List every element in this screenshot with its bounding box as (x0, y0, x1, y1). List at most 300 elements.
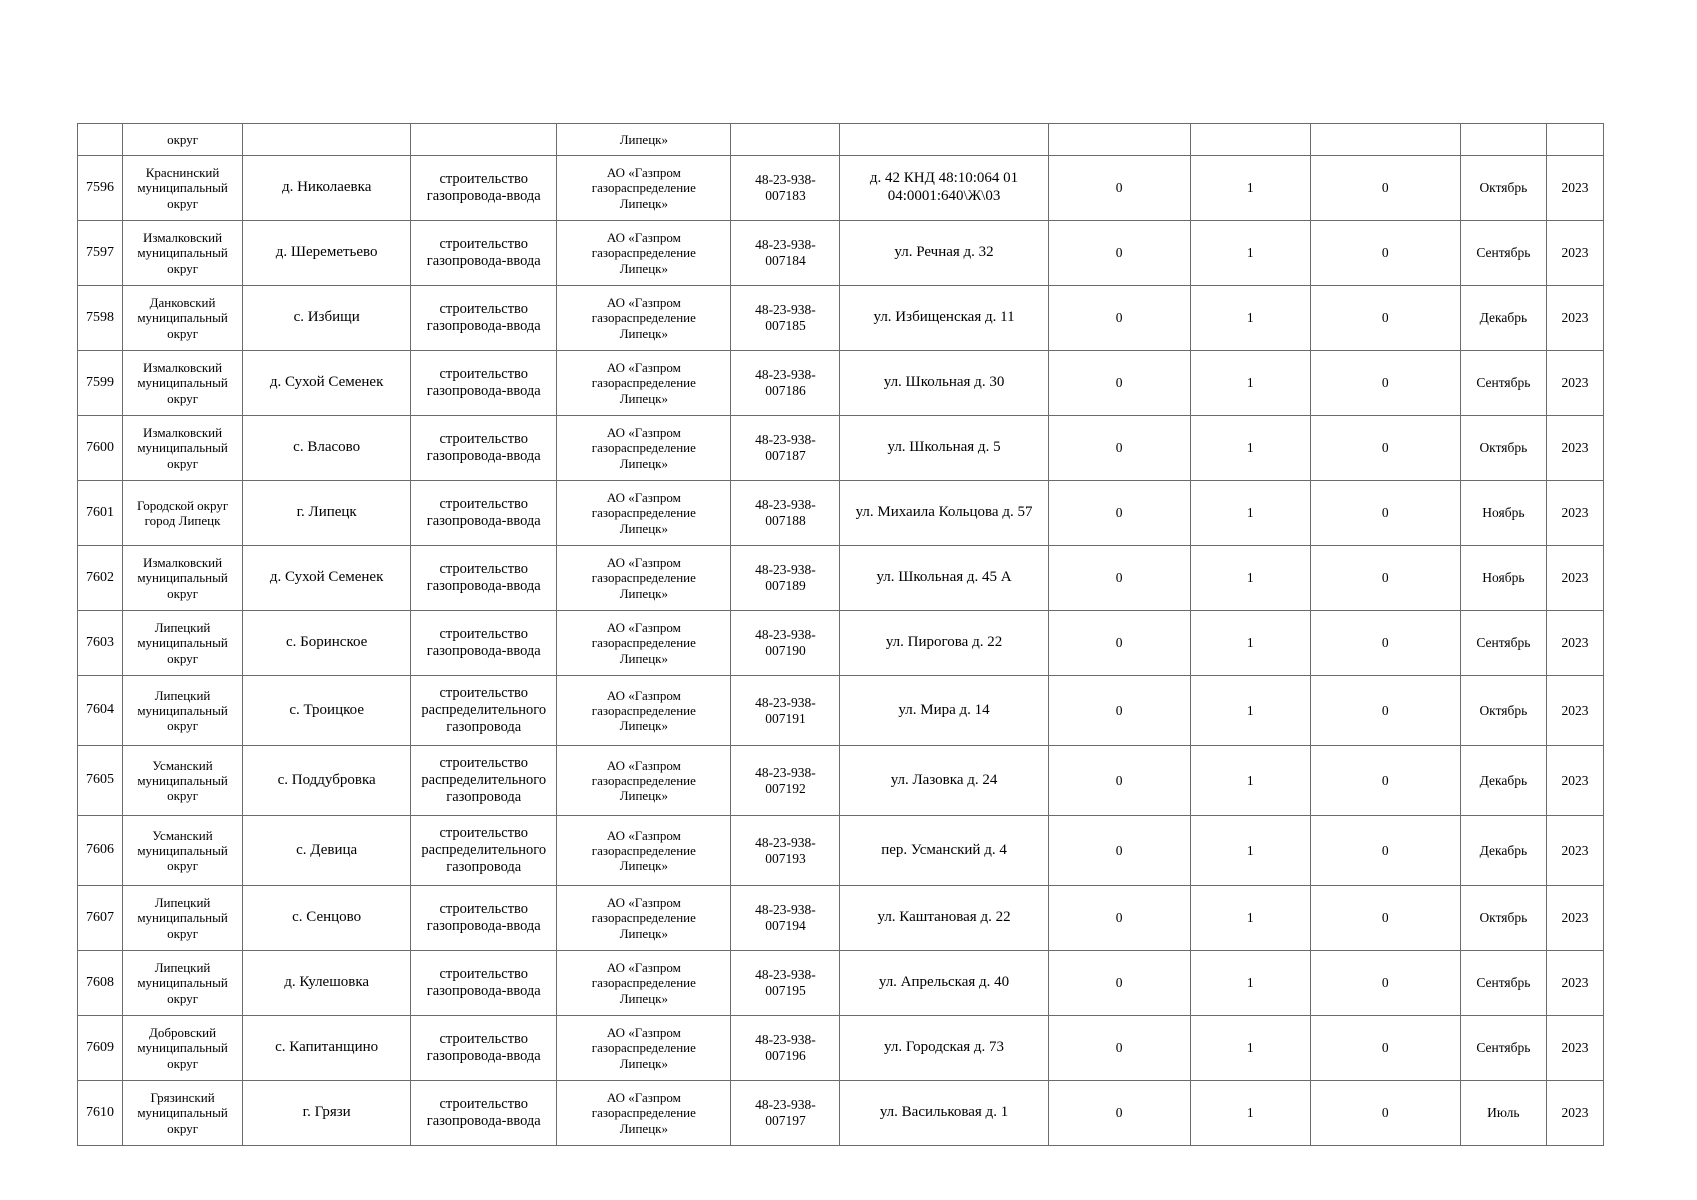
cell-work (411, 156, 557, 221)
cell-address-line: ул. Каштановая д. 22 (877, 909, 1011, 926)
cell-organization-line: Липецк» (619, 260, 668, 276)
cell-organization-line: АО «Газпром (606, 620, 681, 635)
cell-work (411, 886, 557, 951)
cell-code-line: 007196 (765, 1048, 806, 1063)
cell-district-line: муниципальный (137, 910, 228, 926)
cell-code-line: 007190 (765, 643, 806, 658)
cell-code-line: 48-23-938- (755, 627, 816, 643)
cell-address-line: ул. Избищенская д. 11 (873, 309, 1015, 326)
table-row (78, 1016, 1604, 1081)
cell-organization-line: АО «Газпром (606, 490, 681, 505)
cell-district (123, 1081, 243, 1146)
cell-code-line: 48-23-938- (755, 902, 816, 918)
table-row (78, 481, 1604, 546)
cell-value-c: 0 (1310, 886, 1460, 951)
cell-district (123, 1016, 243, 1081)
cell-code-line: 48-23-938- (755, 237, 816, 253)
table-row (78, 951, 1604, 1016)
cell-code-line: 007197 (765, 1113, 806, 1128)
cell-num: 7610 (78, 1081, 123, 1146)
cell-month: Июль (1460, 1081, 1546, 1146)
cell-organization-line: Липецк» (619, 325, 668, 341)
cell-address (840, 611, 1048, 676)
cell-year (1546, 124, 1603, 156)
cell-work-line: распределительного (421, 841, 547, 858)
cell-work-line: строительство (439, 300, 529, 317)
cell-organization-line: Липецк» (619, 390, 668, 406)
cell-address-line: ул. Школьная д. 5 (887, 439, 1001, 456)
cell-organization-line: Липецк» (619, 1055, 668, 1071)
table-body (78, 124, 1604, 1146)
cell-work-line: газопровода (446, 719, 522, 736)
cell-district-line: округ (167, 990, 199, 1006)
cell-code-line: 007186 (765, 383, 806, 398)
table-row (78, 746, 1604, 816)
cell-organization-line: АО «Газпром (606, 687, 681, 703)
cell-organization (557, 546, 731, 611)
cell-address-line: ул. Михаила Кольцова д. 57 (855, 504, 1033, 521)
cell-work-line: строительство (439, 824, 529, 841)
cell-work-line: строительство (439, 170, 529, 187)
cell-num: 7601 (78, 481, 123, 546)
cell-num: 7599 (78, 351, 123, 416)
cell-code-line: 48-23-938- (755, 367, 816, 383)
cell-value-c: 0 (1310, 1016, 1460, 1081)
cell-work-line: газопровода-ввода (426, 1113, 541, 1129)
cell-value-b: 1 (1190, 351, 1310, 416)
cell-month: Сентябрь (1460, 951, 1546, 1016)
cell-district-line: муниципальный (137, 635, 228, 651)
cell-num: 7597 (78, 221, 123, 286)
cell-value-c: 0 (1310, 416, 1460, 481)
cell-code (731, 611, 840, 676)
cell-address-line: ул. Школьная д. 30 (883, 374, 1005, 391)
cell-work (411, 1016, 557, 1081)
cell-value-a: 0 (1048, 816, 1190, 886)
cell-code (731, 1081, 840, 1146)
cell-locality: с. Девица (243, 816, 411, 886)
cell-organization (557, 156, 731, 221)
cell-year: 2023 (1546, 351, 1603, 416)
table-row (78, 886, 1604, 951)
cell-work-line: строительство (439, 1030, 529, 1047)
cell-code-line: 48-23-938- (755, 432, 816, 448)
cell-year: 2023 (1546, 221, 1603, 286)
cell-address (840, 156, 1048, 221)
cell-value-a: 0 (1048, 676, 1190, 746)
cell-district: округ (123, 124, 243, 156)
cell-district-line: муниципальный (137, 1040, 228, 1056)
cell-work (411, 951, 557, 1016)
cell-organization-line: газораспределение (591, 375, 696, 391)
cell-work-line: распределительного (421, 771, 547, 788)
cell-district-line: округ (167, 1055, 199, 1071)
cell-district-line: муниципальный (137, 702, 228, 718)
cell-code (731, 481, 840, 546)
cell-year: 2023 (1546, 416, 1603, 481)
cell-work-line: газопровода (446, 789, 522, 806)
cell-organization-line: Липецк» (619, 718, 668, 734)
cell-code (731, 676, 840, 746)
cell-organization-line: АО «Газпром (606, 1090, 681, 1105)
table-row (78, 351, 1604, 416)
cell-organization (557, 286, 731, 351)
cell-locality: д. Кулешовка (243, 951, 411, 1016)
cell-num: 7600 (78, 416, 123, 481)
cell-value-c: 0 (1310, 746, 1460, 816)
cell-organization (557, 351, 731, 416)
cell-address (840, 1081, 1048, 1146)
cell-organization (557, 676, 731, 746)
cell-work-line: строительство (439, 560, 529, 577)
cell-year: 2023 (1546, 546, 1603, 611)
cell-district-line: Липецкий (154, 895, 211, 910)
cell-district (123, 221, 243, 286)
cell-district-line: округ (167, 585, 199, 601)
cell-work-line: газопровода-ввода (426, 253, 541, 269)
cell-work (411, 746, 557, 816)
cell-organization-line: газораспределение (591, 635, 696, 651)
cell-code-line: 007191 (765, 710, 806, 726)
cell-code (731, 886, 840, 951)
cell-value-a: 0 (1048, 886, 1190, 951)
cell-district (123, 816, 243, 886)
cell-num: 7608 (78, 951, 123, 1016)
table-row (78, 611, 1604, 676)
table-row (78, 546, 1604, 611)
cell-district-line: Липецкий (154, 960, 211, 975)
cell-district-line: Усманский (152, 757, 213, 773)
cell-work (411, 416, 557, 481)
cell-district-line: Данковский (149, 295, 216, 310)
cell-district-line: округ (167, 788, 199, 804)
cell-value-b: 1 (1190, 611, 1310, 676)
cell-organization-line: Липецк» (619, 858, 668, 874)
cell-organization-line: АО «Газпром (606, 895, 681, 910)
cell-value-b: 1 (1190, 156, 1310, 221)
cell-district (123, 676, 243, 746)
cell-value-c (1310, 124, 1460, 156)
cell-code (731, 124, 840, 156)
cell-value-b: 1 (1190, 481, 1310, 546)
cell-address (840, 221, 1048, 286)
cell-value-c: 0 (1310, 816, 1460, 886)
cell-address-line: ул. Речная д. 32 (894, 244, 994, 261)
cell-value-c: 0 (1310, 481, 1460, 546)
cell-district-line: муниципальный (137, 440, 228, 456)
cell-locality: с. Избищи (243, 286, 411, 351)
cell-address-line: ул. Васильковая д. 1 (879, 1104, 1009, 1121)
cell-month: Октябрь (1460, 156, 1546, 221)
cell-num: 7604 (78, 676, 123, 746)
cell-organization-line: АО «Газпром (606, 425, 681, 440)
cell-address (840, 416, 1048, 481)
cell-district-line: округ (167, 390, 199, 406)
cell-organization (557, 611, 731, 676)
cell-organization-line: газораспределение (591, 440, 696, 456)
cell-month: Сентябрь (1460, 221, 1546, 286)
cell-code-line: 007195 (765, 983, 806, 998)
cell-work-line: распределительного (421, 701, 547, 718)
cell-value-a: 0 (1048, 1081, 1190, 1146)
cell-code-line: 007184 (765, 253, 806, 268)
cell-address-line: ул. Городская д. 73 (884, 1039, 1005, 1056)
cell-address-line: ул. Мира д. 14 (898, 701, 990, 718)
cell-code (731, 746, 840, 816)
table-row (78, 156, 1604, 221)
cell-year: 2023 (1546, 886, 1603, 951)
cell-locality: д. Сухой Семенек (243, 351, 411, 416)
cell-value-c: 0 (1310, 611, 1460, 676)
cell-address-line: ул. Школьная д. 45 А (876, 569, 1012, 586)
cell-work (411, 221, 557, 286)
cell-work-line: газопровода-ввода (426, 383, 541, 399)
cell-organization-line: Липецк» (619, 650, 668, 666)
cell-locality (243, 124, 411, 156)
cell-work-line: газопровода-ввода (426, 1048, 541, 1064)
cell-district-line: округ (167, 455, 199, 471)
cell-value-c: 0 (1310, 676, 1460, 746)
cell-organization-line: Липецк» (619, 195, 668, 211)
cell-num: 7603 (78, 611, 123, 676)
cell-district-line: Измалковский (143, 425, 223, 440)
cell-value-c: 0 (1310, 221, 1460, 286)
cell-organization-line: Липецк» (619, 990, 668, 1006)
cell-work-line: строительство (439, 235, 529, 252)
cell-value-b: 1 (1190, 286, 1310, 351)
cell-district-line: Добровский (149, 1025, 217, 1040)
cell-district-line: округ (167, 925, 199, 941)
cell-value-b (1190, 124, 1310, 156)
gasification-table (77, 123, 1604, 1146)
cell-work-line: газопровода-ввода (426, 643, 541, 659)
cell-district-line: Грязинский (150, 1090, 215, 1105)
cell-locality: д. Николаевка (243, 156, 411, 221)
cell-code-line: 48-23-938- (755, 1097, 816, 1113)
cell-organization-line: АО «Газпром (606, 165, 681, 180)
cell-code-line: 007188 (765, 513, 806, 528)
cell-organization (557, 1016, 731, 1081)
cell-value-a: 0 (1048, 746, 1190, 816)
cell-district (123, 951, 243, 1016)
cell-work-line: газопровода-ввода (426, 318, 541, 334)
cell-district-line: округ (167, 325, 199, 341)
table-row (78, 1081, 1604, 1146)
table-row (78, 221, 1604, 286)
cell-address (840, 286, 1048, 351)
cell-work-line: строительство (439, 754, 529, 771)
cell-locality: д. Сухой Семенек (243, 546, 411, 611)
cell-code (731, 546, 840, 611)
cell-value-a: 0 (1048, 156, 1190, 221)
cell-num: 7607 (78, 886, 123, 951)
cell-value-a: 0 (1048, 611, 1190, 676)
cell-organization-line: АО «Газпром (606, 555, 681, 570)
cell-value-c: 0 (1310, 951, 1460, 1016)
cell-locality: с. Боринское (243, 611, 411, 676)
cell-month: Декабрь (1460, 746, 1546, 816)
cell-year: 2023 (1546, 676, 1603, 746)
cell-code-line: 007193 (765, 850, 806, 866)
cell-code-line: 48-23-938- (755, 172, 816, 188)
cell-district-line: Городской округ (136, 497, 229, 513)
cell-year: 2023 (1546, 1081, 1603, 1146)
cell-code (731, 816, 840, 886)
cell-district-line: муниципальный (137, 245, 228, 261)
cell-organization-line: газораспределение (591, 1040, 696, 1056)
cell-locality: д. Шереметьево (243, 221, 411, 286)
cell-work-line: строительство (439, 900, 529, 917)
cell-year: 2023 (1546, 156, 1603, 221)
cell-month: Сентябрь (1460, 611, 1546, 676)
cell-code-line: 48-23-938- (755, 834, 816, 850)
cell-address-line: пер. Усманский д. 4 (881, 841, 1007, 858)
cell-organization-line: газораспределение (591, 1105, 696, 1121)
cell-organization-line: АО «Газпром (606, 960, 681, 975)
cell-address-line: ул. Пирогова д. 22 (885, 634, 1003, 651)
cell-organization-line: Липецк» (619, 585, 668, 601)
cell-work-line: газопровода-ввода (426, 918, 541, 934)
cell-district (123, 416, 243, 481)
cell-work-line: строительство (439, 365, 529, 382)
cell-work (411, 546, 557, 611)
cell-district-line: округ (167, 650, 199, 666)
cell-organization-line: газораспределение (591, 505, 696, 521)
cell-address (840, 886, 1048, 951)
cell-code-line: 48-23-938- (755, 967, 816, 983)
cell-code (731, 221, 840, 286)
cell-value-b: 1 (1190, 816, 1310, 886)
cell-locality: г. Липецк (243, 481, 411, 546)
cell-num: 7602 (78, 546, 123, 611)
cell-work-line: газопровода-ввода (426, 983, 541, 999)
cell-value-a: 0 (1048, 416, 1190, 481)
cell-organization-line: Липецк» (619, 455, 668, 471)
cell-district-line: округ (167, 858, 199, 874)
cell-work-line: строительство (439, 1095, 529, 1112)
cell-organization-line: АО «Газпром (606, 230, 681, 245)
cell-work-line: газопровода-ввода (426, 513, 541, 529)
cell-code-line: 48-23-938- (755, 764, 816, 780)
cell-month: Сентябрь (1460, 1016, 1546, 1081)
cell-address (840, 351, 1048, 416)
cell-organization-line: АО «Газпром (606, 827, 681, 843)
cell-district-line: Липецкий (154, 620, 211, 635)
cell-address (840, 746, 1048, 816)
cell-locality: г. Грязи (243, 1081, 411, 1146)
cell-code-line: 48-23-938- (755, 302, 816, 318)
cell-month: Октябрь (1460, 886, 1546, 951)
cell-month: Сентябрь (1460, 351, 1546, 416)
cell-year: 2023 (1546, 286, 1603, 351)
cell-address-line: ул. Апрельская д. 40 (878, 974, 1010, 991)
cell-year: 2023 (1546, 746, 1603, 816)
cell-work-line: строительство (439, 965, 529, 982)
cell-address (840, 816, 1048, 886)
cell-address (840, 481, 1048, 546)
cell-locality: с. Поддубровка (243, 746, 411, 816)
cell-district (123, 611, 243, 676)
cell-work (411, 1081, 557, 1146)
cell-district-line: Краснинский (145, 165, 220, 180)
cell-code-line: 48-23-938- (755, 1032, 816, 1048)
cell-month: Ноябрь (1460, 481, 1546, 546)
cell-value-a: 0 (1048, 546, 1190, 611)
cell-work-line: газопровода-ввода (426, 188, 541, 204)
cell-code (731, 1016, 840, 1081)
table-row (78, 676, 1604, 746)
cell-code-line: 007192 (765, 780, 806, 796)
cell-code (731, 416, 840, 481)
cell-district (123, 746, 243, 816)
cell-organization (557, 481, 731, 546)
cell-district-line: Усманский (152, 827, 213, 843)
cell-code (731, 156, 840, 221)
cell-year: 2023 (1546, 481, 1603, 546)
cell-district-line: муниципальный (137, 375, 228, 391)
cell-code-line: 007187 (765, 448, 806, 463)
cell-work-line: газопровода-ввода (426, 578, 541, 594)
table-row (78, 416, 1604, 481)
cell-work-line: строительство (439, 625, 529, 642)
cell-value-c: 0 (1310, 286, 1460, 351)
cell-organization-line: Липецк» (619, 520, 668, 536)
cell-organization (557, 1081, 731, 1146)
cell-organization-line: газораспределение (591, 975, 696, 991)
cell-district-line: Липецкий (154, 687, 211, 703)
cell-organization-line: газораспределение (591, 245, 696, 261)
cell-value-c: 0 (1310, 1081, 1460, 1146)
cell-value-b: 1 (1190, 546, 1310, 611)
cell-district-line: муниципальный (137, 310, 228, 326)
cell-code-line: 48-23-938- (755, 497, 816, 513)
cell-month: Ноябрь (1460, 546, 1546, 611)
cell-value-b: 1 (1190, 416, 1310, 481)
cell-num: 7609 (78, 1016, 123, 1081)
cell-district-line: Измалковский (143, 555, 223, 570)
cell-value-b: 1 (1190, 886, 1310, 951)
cell-year: 2023 (1546, 1016, 1603, 1081)
cell-code-line: 007183 (765, 188, 806, 203)
cell-value-c: 0 (1310, 156, 1460, 221)
cell-organization-line: газораспределение (591, 910, 696, 926)
cell-month: Декабрь (1460, 816, 1546, 886)
cell-work (411, 676, 557, 746)
cell-district-line: муниципальный (137, 1105, 228, 1121)
cell-work (411, 286, 557, 351)
cell-code-line: 007194 (765, 918, 806, 933)
cell-district-line: муниципальный (137, 180, 228, 196)
cell-value-b: 1 (1190, 1016, 1310, 1081)
cell-district (123, 481, 243, 546)
cell-code (731, 951, 840, 1016)
cell-month: Октябрь (1460, 676, 1546, 746)
cell-address (840, 124, 1048, 156)
cell-address-line: д. 42 КНД 48:10:064 01 (869, 170, 1019, 187)
cell-work-line: строительство (439, 684, 529, 701)
cell-organization-line: газораспределение (591, 702, 696, 718)
cell-code-line: 48-23-938- (755, 694, 816, 710)
cell-value-a: 0 (1048, 481, 1190, 546)
cell-locality: с. Троицкое (243, 676, 411, 746)
cell-organization-line: АО «Газпром (606, 757, 681, 773)
cell-locality: с. Капитанщино (243, 1016, 411, 1081)
cell-district-line: муниципальный (137, 570, 228, 586)
cell-num: 7606 (78, 816, 123, 886)
cell-value-a: 0 (1048, 1016, 1190, 1081)
cell-month (1460, 124, 1546, 156)
cell-organization: Липецк» (557, 124, 731, 156)
